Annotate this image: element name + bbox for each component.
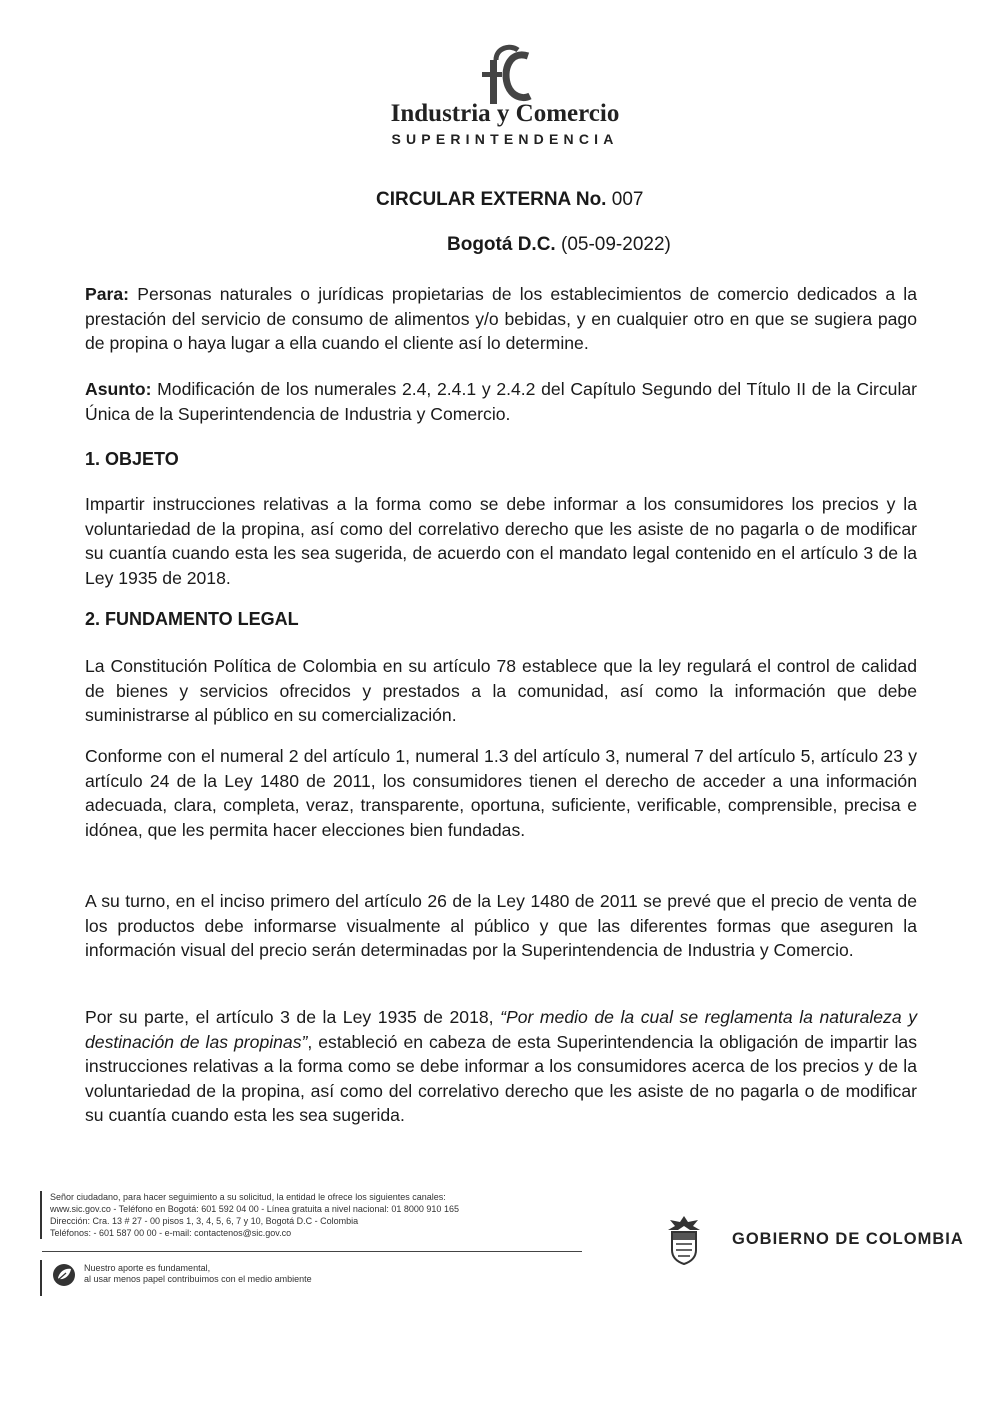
asunto-text: Modificación de los numerales 2.4, 2.4.1 y 2.4.2 del Capítulo Segundo del Título II de la Circular Única de la Superintendencia de Industria y Comercio.	[85, 379, 917, 424]
env-line-1: Nuestro aporte es fundamental,	[84, 1263, 211, 1273]
entity-subtitle: SUPERINTENDENCIA	[391, 131, 619, 147]
city-date	[447, 234, 671, 256]
subject-paragraph	[85, 377, 917, 426]
footer-divider	[42, 1251, 582, 1252]
footer-line-4: Teléfonos: - 601 587 00 00 - e-mail: contactenos@sic.gov.co	[50, 1228, 292, 1238]
footer-line-1: Señor ciudadano, para hacer seguimiento a su solicitud, la entidad le ofrece los siguientes canales:	[50, 1192, 446, 1202]
fundamento-paragraph-2: Conforme con el numeral 2 del artículo 1, numeral 1.3 del artículo 3, numeral 7 del artículo 5, artículo 23 y artículo 24 de la Ley 1480 de 2011, los consumidores tienen el derecho de acceder a una información adecuada, clara, completa, veraz, transparente, oportuna, suficiente, verificable, comprensible, precisa e idónea, que les permita hacer elecciones bien fundadas.	[85, 746, 917, 840]
footer-environment-note	[40, 1260, 442, 1296]
para-label: Para:	[85, 284, 130, 304]
p4-end: , estableció en cabeza de esta Superintendencia la obligación de impartir las instrucciones relativas a la forma como se debe informar a los consumidores acerca de los precios y de la voluntariedad de la propina, así como del correlativo derecho que les asiste de no pagarla o de modificar su cuantía cuando esta les sea sugerida.	[85, 1031, 917, 1125]
section-heading-fundamento: 2. FUNDAMENTO LEGAL	[85, 609, 299, 629]
fundamento-paragraph-4	[85, 1005, 917, 1128]
entity-name: Industria y Comercio	[390, 100, 620, 127]
circular-number: 007	[611, 189, 644, 210]
fundamento-paragraph-1: La Constitución Política de Colombia en su artículo 78 establece que la ley regulará el control de calidad de bienes y servicios ofrecidos y prestados a la comunidad, así como la información que debe suministrarse al público en su comercialización.	[85, 656, 917, 725]
footer-line-2: www.sic.gov.co - Teléfono en Bogotá: 601 592 04 00 - Línea gratuita a nivel nacional: 01 8000 910 165	[50, 1204, 459, 1214]
gobierno-text: GOBIERNO DE COLOMBIA	[732, 1230, 964, 1248]
sic-logo	[380, 42, 630, 152]
city: Bogotá D.C.	[447, 234, 556, 255]
leaf-icon	[52, 1263, 76, 1287]
circular-label: CIRCULAR EXTERNA No.	[376, 189, 607, 210]
asunto-label: Asunto:	[85, 379, 152, 399]
p4-start: Por su parte, el artículo 3 de la Ley 1935 de 2018,	[85, 1007, 501, 1027]
para-text: Personas naturales o jurídicas propietarias de los establecimientos de comercio dedicados a la prestación del servicio de consumo de alimentos y/o bebidas, y en cualquier otro en que se sugiera pago de propina o haya lugar a ella cuando el cliente así lo determine.	[85, 284, 917, 353]
environment-text	[84, 1263, 312, 1285]
circular-title	[376, 189, 643, 211]
recipients-paragraph	[85, 282, 917, 356]
law-title-quote: “Por medio de la cual se reglamenta la naturaleza y destinación de las propinas”	[85, 1007, 917, 1052]
footer-contact-info	[40, 1191, 610, 1239]
footer-line-3: Dirección: Cra. 13 # 27 - 00 pisos 1, 3, 4, 5, 6, 7 y 10, Bogotá D.C - Colombia	[50, 1216, 359, 1226]
coat-of-arms-icon	[660, 1214, 708, 1266]
env-line-2: al usar menos papel contribuimos con el medio ambiente	[84, 1274, 312, 1284]
gobierno-colombia-logo	[660, 1214, 990, 1274]
objeto-paragraph: Impartir instrucciones relativas a la forma como se debe informar a los consumidores los precios y la voluntariedad de la propina, así como del correlativo derecho que les asiste de no pagarla o de modificar su cuantía cuando esta les sea sugerida, de acuerdo con el mandato legal contenido en el artículo 3 de la Ley 1935 de 2018.	[85, 494, 917, 588]
fundamento-paragraph-3: A su turno, en el inciso primero del artículo 26 de la Ley 1480 de 2011 se prevé que el precio de venta de los productos debe informarse visualmente al público y que las diferentes formas que aseguren la información visual del precio serán determinadas por la Superintendencia de Industria y Comercio.	[85, 891, 917, 960]
date: (05-09-2022)	[561, 234, 671, 255]
section-heading-objeto: 1. OBJETO	[85, 449, 179, 469]
